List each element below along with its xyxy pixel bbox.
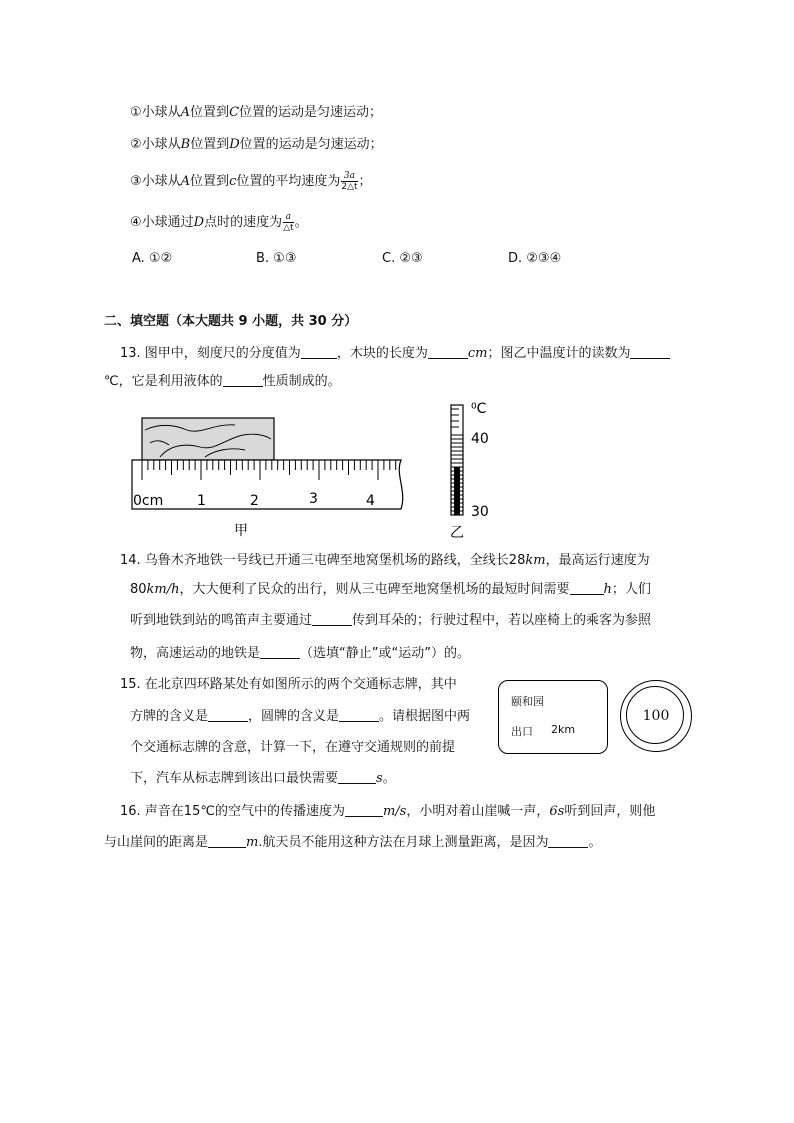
var: C [229,105,240,120]
ruler [132,460,403,509]
statement-1 [130,104,382,122]
figure-caption-jia: 甲 [234,523,248,539]
text: ，木块的长度为 [336,346,428,361]
fraction-denominator: △t [283,223,294,233]
text: 与山崖间的距离是 [104,835,209,850]
text: 点时的速度为 [204,215,283,230]
answer-blank[interactable] [548,833,588,848]
text: 。请根据图中两 [379,709,471,724]
text: ②小球从 [130,137,181,152]
statement-3 [130,171,372,192]
text: 下，汽车从标志牌到该出口最快需要 [130,771,339,786]
thermometer [451,401,489,520]
q13-line-1 [120,344,670,363]
answer-blank[interactable] [223,372,263,387]
answer-blank[interactable] [630,344,670,359]
ruler-label: 1 [197,493,206,509]
answer-blank[interactable] [301,344,337,359]
var: c [229,174,237,189]
var: A [180,174,191,189]
unit: cm [467,346,488,361]
text: ，大大便利了民众的出行，则从三屯碑至地窝堡机场的最短时间需要 [179,582,570,597]
answer-blank[interactable] [260,644,300,659]
text: 14. 乌鲁木齐地铁一号线已开通三屯碑至地窝堡机场的路线，全线长28 [120,553,526,568]
text: 13. 图甲中，刻度尺的分度值为 [120,346,301,361]
text: .航天员不能用这种方法在月球上测量距离，是因为 [258,835,549,850]
unit: m [246,835,259,850]
ruler-label: 4 [366,493,375,509]
text: 听到地铁到站的鸣笛声主要通过 [130,613,313,628]
answer-blank[interactable] [428,344,468,359]
text: 16. 声音在15℃的空气中的传播速度为 [120,804,345,819]
var: D [193,215,205,230]
answer-blank[interactable] [312,611,352,626]
option-a[interactable]: A. ①② [132,251,173,266]
sign-distance: 2km [551,723,576,736]
unit: h [603,582,612,597]
thermometer-label-30: 30 [471,504,489,520]
text: 位置到 [190,105,230,120]
answer-blank[interactable] [339,707,379,722]
text: 位置的平均速度为 [236,174,341,189]
section-title: 二、填空题（本大题共 9 小题，共 30 分） [104,314,358,329]
option-c[interactable]: C. ②③ [382,251,423,266]
text: ； [358,174,372,189]
text: ，最高运行速度为 [545,553,650,568]
text: （选填“静止”或“运动”）的。 [300,646,470,661]
text: 传到耳朵的；行驶过程中，若以座椅上的乘客为参照 [352,613,652,628]
ruler-label: 2 [250,493,259,509]
fraction-numerator: a [283,212,293,223]
q15-line-4 [130,769,396,788]
answer-blank[interactable] [345,802,383,817]
ruler-label: 0cm [133,493,164,509]
text: ③小球从 [130,174,181,189]
q15-line-1: 15. 在北京四环路某处有如图所示的两个交通标志牌，其中 [120,677,457,692]
q14-line-1 [120,552,650,570]
text: 位置的运动是匀速运动； [239,137,383,152]
text: ④小球通过 [130,215,194,230]
statement-2 [130,136,383,154]
q14-line-4 [130,644,470,663]
q14-line-2 [130,580,651,599]
text: 物，高速运动的地铁是 [130,646,261,661]
q16-line-2 [104,833,602,852]
text: 方牌的含义是 [130,709,209,724]
text: 80 [130,582,147,597]
fraction-numerator: 3a [341,171,357,182]
unit: s [376,771,383,786]
text: ①小球从 [130,105,181,120]
text: ℃，它是利用液体的 [104,374,223,389]
text: ；人们 [611,582,651,597]
value: 6s [549,804,565,819]
round-speed-limit-sign [620,680,692,752]
sign-exit: 出口 [511,725,533,738]
text: 听到回声，则他 [564,804,656,819]
ruler-label: 3 [309,491,318,507]
var: D [229,137,240,152]
text: 。 [588,835,602,850]
fraction [341,171,357,192]
q15-line-2 [130,707,470,726]
text: ，圆牌的含义是 [248,709,340,724]
q16-line-1 [120,802,655,821]
text: 。 [382,771,396,786]
unit: km [525,553,546,568]
square-traffic-sign [498,680,608,754]
text: ；图乙中温度计的读数为 [487,346,631,361]
text: 位置的运动是匀速运动； [239,105,383,120]
unit: km/h [146,582,180,597]
wood-block [142,418,274,460]
text: 性质制成的。 [262,374,341,389]
statement-4 [130,212,308,233]
option-b[interactable]: B. ①③ [256,251,297,266]
fraction-denominator: 2△t [341,182,358,192]
text: 位置到 [190,174,230,189]
fraction [283,212,293,233]
text: 。 [294,215,308,230]
figure-caption-yi: 乙 [450,525,464,541]
ruler-thermometer-figure [125,395,505,545]
answer-blank[interactable] [338,769,376,784]
thermometer-unit: ⁰C [471,401,487,417]
var: B [180,137,191,152]
answer-blank[interactable] [208,833,246,848]
option-d[interactable]: D. ②③④ [508,251,562,266]
speed-limit-value: 100 [642,708,670,724]
q13-line-2 [104,372,341,391]
sign-destination: 颐和园 [511,695,544,708]
var: A [180,105,191,120]
unit: m/s [382,804,407,819]
thermometer-label-40: 40 [471,431,489,447]
q15-line-3: 个交通标志牌的含意，计算一下，在遵守交通规则的前提 [130,740,456,755]
text: 位置到 [190,137,230,152]
q14-line-3 [130,611,651,630]
answer-blank[interactable] [208,707,248,722]
answer-blank[interactable] [570,580,604,595]
text: ，小明对着山崖喊一声， [406,804,550,819]
